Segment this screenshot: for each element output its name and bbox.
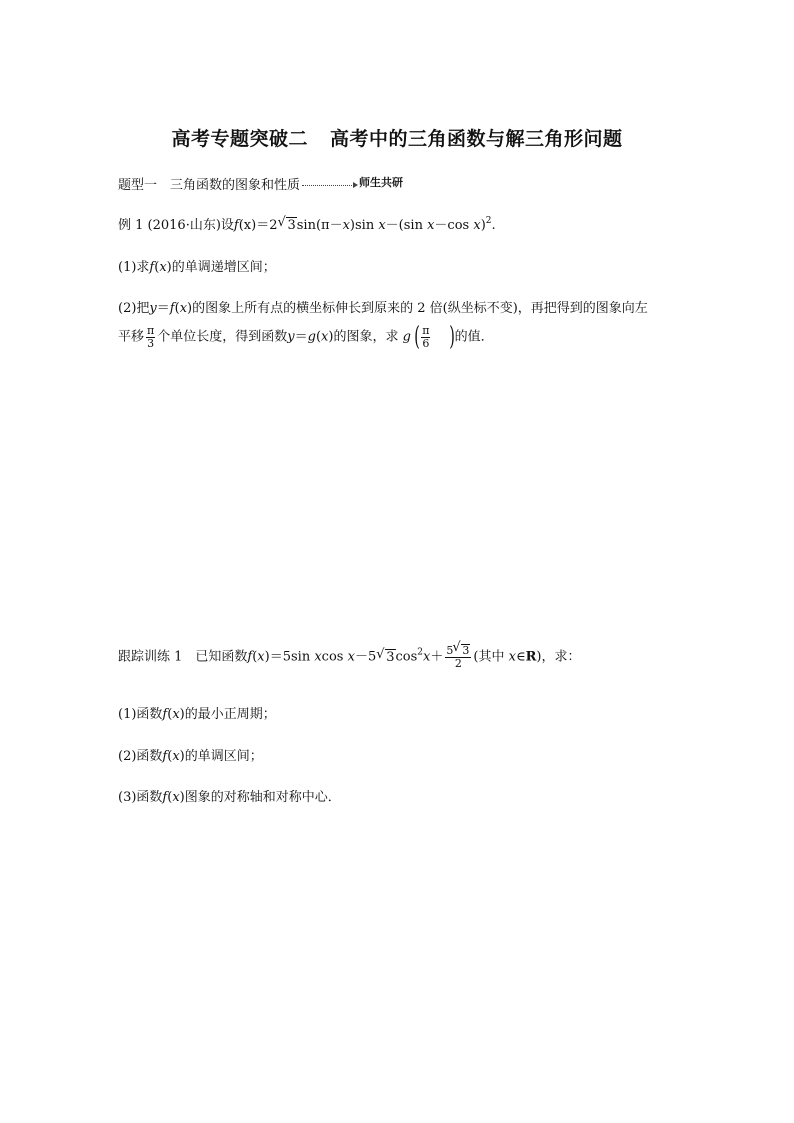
exercise-1-question-3: (3)函数f(x)图象的对称轴和对称中心． <box>118 790 341 805</box>
exercise-1-question-2: (2)函数f(x)的单调区间； <box>118 749 263 764</box>
exercise-1-question-1: (1)函数f(x)的最小正周期； <box>118 707 276 722</box>
title-part1: 高考专题突破二 <box>171 128 308 150</box>
example-1-statement: 例 1 (2016·山东)设f(x)＝2√ 3sin(π－x)sin x－(sin x－cos x)$^2$. <box>118 214 496 233</box>
page-title <box>0 124 794 151</box>
fraction-pi-over-3: $\frac{\pi}{3}$ <box>147 323 155 350</box>
section-label: 题型一 三角函数的图象和性质 <box>118 178 301 193</box>
fraction-pi-over-6: $\frac{\pi}{6}$ <box>422 323 430 350</box>
section-tag: 师生共研 <box>359 176 404 189</box>
section-heading <box>118 174 403 193</box>
title-part2: 高考中的三角函数与解三角形问题 <box>330 128 623 150</box>
exercise-1-statement: 跟踪训练 1 已知函数f(x)＝5sin xcos x－5√ $3\cos^2x+$ $\frac{5√ 3}{2}$ (其中 x∈R)，求： <box>118 644 580 670</box>
fraction-5-root3-over-2: $\frac{5√ 3}{2}$ <box>445 644 471 670</box>
example-1-question-2-line-1: (2)把y＝f(x)的图象上所有点的横坐标伸长到原来的 2 倍(纵坐标不变)，再把得到的图象向左 <box>118 301 648 316</box>
example-1-question-1: (1)求f(x)的单调递增区间； <box>118 260 276 275</box>
example-1-question-2-line-2: 平移 $\frac{\pi}{3}$ 个单位长度，得到函数y＝g(x)的图象，求 g ( $\frac{\pi}{6}$ )的值． <box>118 322 494 352</box>
arrow-icon <box>302 185 354 186</box>
